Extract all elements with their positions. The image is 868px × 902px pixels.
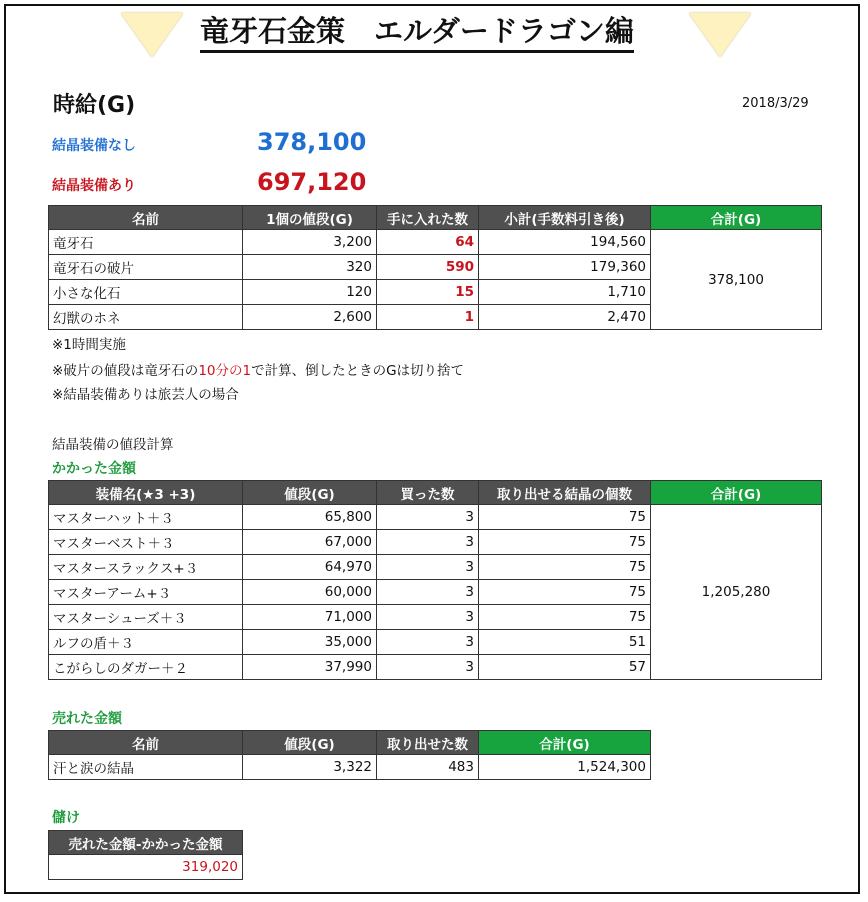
item-count: 590: [377, 255, 479, 280]
item-name: 小さな化石: [49, 280, 243, 305]
table-row: [49, 755, 651, 780]
profit-value: 319,020: [49, 855, 243, 880]
table-header-row: [49, 731, 651, 755]
without-crystal-value: 378,100: [257, 128, 367, 156]
note-fragment-price: ※破片の値段は竜牙石の10分の1で計算、倒したときのGは切り捨て: [52, 363, 465, 379]
profit-table: [48, 830, 243, 880]
equip-bought: 3: [377, 655, 479, 680]
date-label: 2018/3/29: [742, 96, 809, 111]
item-price: 320: [243, 255, 377, 280]
page-title: 竜牙石金策 エルダードラゴン編: [200, 14, 634, 53]
equip-bought: 3: [377, 505, 479, 530]
equip-bought: 3: [377, 530, 479, 555]
sold-heading: 売れた金額: [52, 711, 122, 727]
sold-total: 1,524,300: [479, 755, 651, 780]
equip-price: 67,000: [243, 530, 377, 555]
table-row: [49, 505, 822, 530]
equip-bought: 3: [377, 580, 479, 605]
column-header: 取り出せた数: [377, 731, 479, 755]
equip-name: マスターベスト＋３: [49, 530, 243, 555]
equip-bought: 3: [377, 555, 479, 580]
triangle-decoration-left: [121, 13, 183, 57]
equip-name: こがらしのダガー＋２: [49, 655, 243, 680]
table-header-row: [49, 206, 822, 230]
column-header: 1個の値段(G): [243, 206, 377, 230]
item-subtotal: 179,360: [479, 255, 651, 280]
cost-heading: かかった金額: [52, 461, 136, 477]
sold-count: 483: [377, 755, 479, 780]
table-header-row: [49, 831, 243, 855]
profit-heading: 儲け: [52, 810, 80, 826]
sold-name: 汗と涙の結晶: [49, 755, 243, 780]
column-header: 装備名(★3 +3): [49, 481, 243, 505]
column-header: 小計(手数料引き後): [479, 206, 651, 230]
column-header: 値段(G): [243, 481, 377, 505]
sold-price: 3,322: [243, 755, 377, 780]
column-header: 買った数: [377, 481, 479, 505]
item-price: 120: [243, 280, 377, 305]
triangle-decoration-right: [689, 13, 751, 57]
equip-price: 64,970: [243, 555, 377, 580]
calc-heading: 結晶装備の値段計算: [52, 437, 174, 453]
equip-name: マスターシューズ＋３: [49, 605, 243, 630]
item-subtotal: 1,710: [479, 280, 651, 305]
column-header: 名前: [49, 206, 243, 230]
equip-crystals: 75: [479, 605, 651, 630]
item-count: 64: [377, 230, 479, 255]
item-price: 2,600: [243, 305, 377, 330]
equip-crystals: 75: [479, 580, 651, 605]
without-crystal-label: 結晶装備なし: [52, 138, 136, 154]
column-header: 取り出せる結晶の個数: [479, 481, 651, 505]
item-count: 1: [377, 305, 479, 330]
equip-crystals: 75: [479, 505, 651, 530]
column-header: 手に入れた数: [377, 206, 479, 230]
table-row: [49, 230, 822, 255]
column-header: 値段(G): [243, 731, 377, 755]
note-highlight: 10分の1: [198, 363, 252, 379]
equip-crystals: 51: [479, 630, 651, 655]
equipment-total: 1,205,280: [651, 505, 822, 680]
equip-name: マスタースラックス+３: [49, 555, 243, 580]
column-header: 名前: [49, 731, 243, 755]
equip-name: ルフの盾＋３: [49, 630, 243, 655]
equip-crystals: 75: [479, 555, 651, 580]
equip-bought: 3: [377, 630, 479, 655]
equip-crystals: 75: [479, 530, 651, 555]
equip-price: 37,990: [243, 655, 377, 680]
note-job: ※結晶装備ありは旅芸人の場合: [52, 387, 239, 403]
column-header-total: 合計(G): [479, 731, 651, 755]
equip-bought: 3: [377, 605, 479, 630]
with-crystal-value: 697,120: [257, 168, 367, 196]
table-row: [49, 855, 243, 880]
table-header-row: [49, 481, 822, 505]
item-name: 竜牙石: [49, 230, 243, 255]
equip-name: マスターハット＋３: [49, 505, 243, 530]
equip-price: 35,000: [243, 630, 377, 655]
item-subtotal: 194,560: [479, 230, 651, 255]
hourly-heading: 時給(G): [53, 93, 136, 118]
note-duration: ※1時間実施: [52, 337, 126, 353]
equip-name: マスターアーム+３: [49, 580, 243, 605]
equip-price: 71,000: [243, 605, 377, 630]
column-header-total: 合計(G): [651, 481, 822, 505]
equip-crystals: 57: [479, 655, 651, 680]
item-subtotal: 2,470: [479, 305, 651, 330]
column-header-total: 合計(G): [651, 206, 822, 230]
with-crystal-label: 結晶装備あり: [52, 178, 136, 194]
column-header: 売れた金額-かかった金額: [49, 831, 243, 855]
item-name: 竜牙石の破片: [49, 255, 243, 280]
item-count: 15: [377, 280, 479, 305]
item-price: 3,200: [243, 230, 377, 255]
sold-table: [48, 730, 651, 780]
drops-total: 378,100: [651, 230, 822, 330]
equip-price: 60,000: [243, 580, 377, 605]
equipment-cost-table: [48, 480, 822, 680]
item-name: 幻獣のホネ: [49, 305, 243, 330]
equip-price: 65,800: [243, 505, 377, 530]
drops-table: [48, 205, 822, 330]
